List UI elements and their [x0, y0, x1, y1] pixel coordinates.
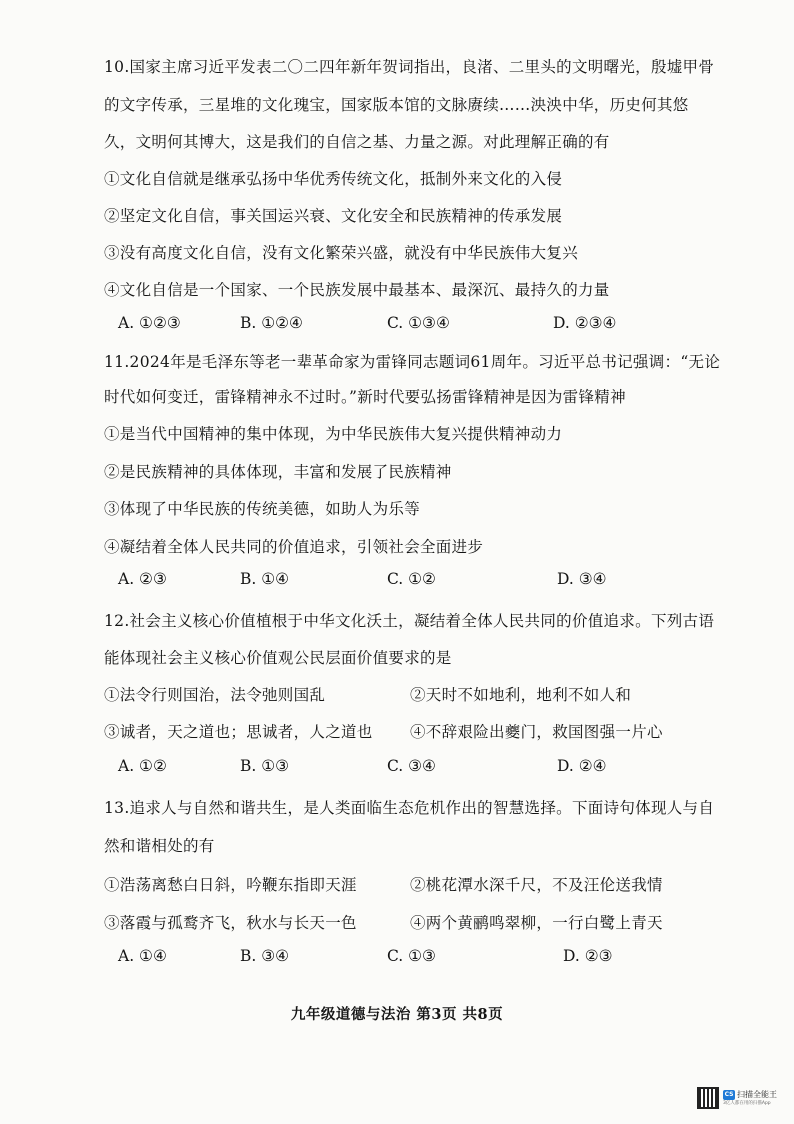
question-12-stem-line-1: 12.社会主义核心价值植根于中华文化沃土，凝结着全体人民共同的价值追求。下列古语	[104, 612, 715, 630]
question-13-stem-line-2: 然和谐相处的有	[104, 837, 215, 855]
question-11-option-b: B. ①④	[240, 570, 290, 588]
qr-code-icon	[697, 1087, 719, 1109]
question-13-statement-1: ①浩荡离愁白日斜，吟鞭东指即天涯	[104, 876, 357, 894]
question-12-statement-4: ④不辞艰险出夔门，救国图强一片心	[410, 723, 663, 741]
question-11-stem-line-1: 11.2024年是毛泽东等老一辈革命家为雷锋同志题词61周年。习近平总书记强调：“无论	[104, 353, 721, 371]
page-footer: 九年级道德与法治 第3页 共8页	[290, 1006, 504, 1023]
question-13-option-b: B. ③④	[240, 947, 290, 965]
scanner-watermark	[697, 1085, 787, 1111]
question-12-option-c: C. ③④	[387, 757, 436, 775]
cs-logo-icon: CS	[724, 1090, 734, 1098]
question-13-option-d: D. ②③	[563, 947, 613, 965]
scanner-tagline: 3亿人都在用的扫描App	[723, 1100, 771, 1106]
question-10-stem-line-2: 的文字传承，三星堆的文化瑰宝，国家版本馆的文脉赓续……泱泱中华，历史何其悠	[104, 96, 689, 114]
question-13-option-a: A. ①④	[118, 947, 167, 965]
question-11-option-d: D. ③④	[557, 570, 607, 588]
question-10-statement-4: ④文化自信是一个国家、一个民族发展中最基本、最深沉、最持久的力量	[104, 281, 610, 299]
question-11-statement-2: ②是民族精神的具体体现，丰富和发展了民族精神	[104, 463, 452, 481]
question-11-option-c: C. ①②	[387, 570, 436, 588]
question-12-option-d: D. ②④	[557, 757, 607, 775]
question-10-option-b: B. ①②④	[240, 314, 303, 332]
scanner-app-name: 扫描全能王	[737, 1089, 777, 1099]
question-13-statement-3: ③落霞与孤鹜齐飞，秋水与长天一色	[104, 914, 357, 932]
question-10-stem-line-1: 10.国家主席习近平发表二〇二四年新年贺词指出，良渚、二里头的文明曙光，殷墟甲骨	[104, 58, 715, 76]
question-10-statement-2: ②坚定文化自信，事关国运兴衰、文化安全和民族精神的传承发展	[104, 207, 563, 225]
question-12-statement-1: ①法令行则国治，法令弛则国乱	[104, 686, 326, 704]
question-12-stem-line-2: 能体现社会主义核心价值观公民层面价值要求的是	[104, 649, 452, 667]
scanner-brand	[723, 1087, 777, 1109]
question-10-statement-3: ③没有高度文化自信，没有文化繁荣兴盛，就没有中华民族伟大复兴	[104, 244, 579, 262]
question-10-option-c: C. ①③④	[387, 314, 450, 332]
question-12-statement-2: ②天时不如地利，地利不如人和	[410, 686, 632, 704]
question-12-option-b: B. ①③	[240, 757, 290, 775]
question-12-statement-3: ③诚者，天之道也；思诚者，人之道也	[104, 723, 373, 741]
question-11-stem-line-2: 时代如何变迁，雷锋精神永不过时。”新时代要弘扬雷锋精神是因为雷锋精神	[104, 388, 626, 406]
question-10-option-d: D. ②③④	[553, 314, 617, 332]
question-13-statement-2: ②桃花潭水深千尺，不及汪伦送我情	[410, 876, 663, 894]
question-11-option-a: A. ②③	[118, 570, 167, 588]
question-13-option-c: C. ①③	[387, 947, 436, 965]
question-11-statement-3: ③体现了中华民族的传统美德，如助人为乐等	[104, 500, 421, 518]
question-10-option-a: A. ①②③	[118, 314, 181, 332]
question-12-option-a: A. ①②	[118, 757, 167, 775]
question-13-statement-4: ④两个黄鹂鸣翠柳，一行白鹭上青天	[410, 914, 663, 932]
question-13-stem-line-1: 13.追求人与自然和谐共生，是人类面临生态危机作出的智慧选择。下面诗句体现人与自	[104, 799, 715, 817]
question-10-statement-1: ①文化自信就是继承弘扬中华优秀传统文化，抵制外来文化的入侵	[104, 170, 563, 188]
question-11-statement-4: ④凝结着全体人民共同的价值追求，引领社会全面进步	[104, 538, 484, 556]
question-11-statement-1: ①是当代中国精神的集中体现，为中华民族伟大复兴提供精神动力	[104, 425, 563, 443]
question-10-stem-line-3: 久，文明何其博大，这是我们的自信之基、力量之源。对此理解正确的有	[104, 133, 610, 151]
